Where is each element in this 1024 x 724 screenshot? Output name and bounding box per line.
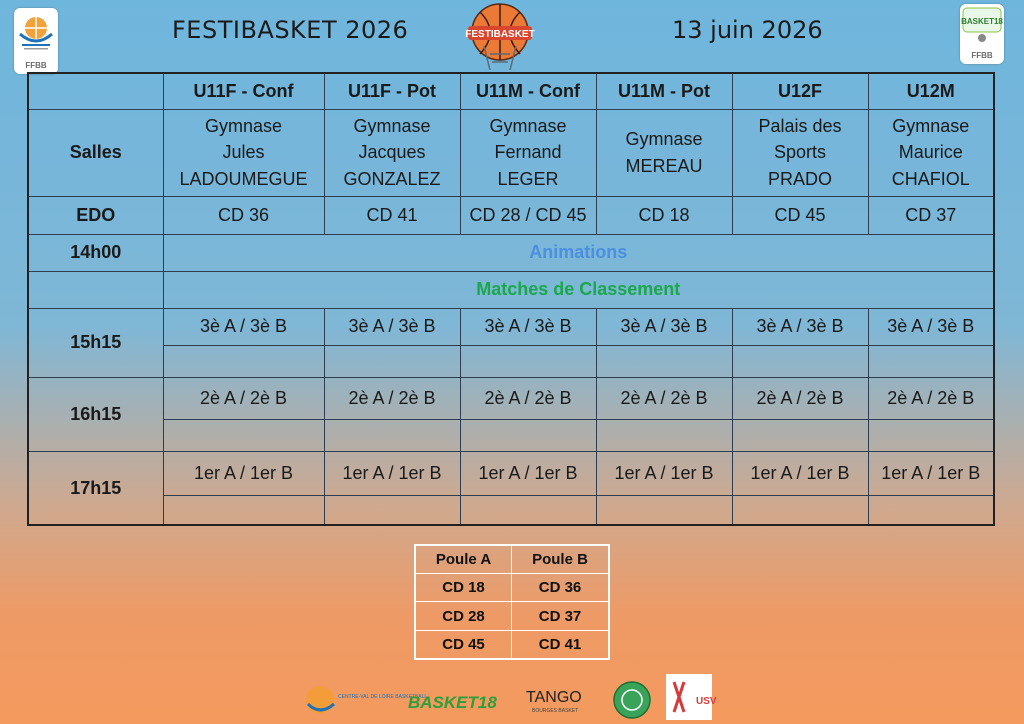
animations-row [28, 234, 994, 271]
ffbb-label: FFBB [971, 51, 993, 60]
slot-row [28, 377, 994, 419]
header-row [28, 73, 994, 109]
row-label: Salles [28, 109, 163, 196]
centre-val-text: CENTRE-VAL DE LOIRE BASKETBALL [338, 694, 428, 700]
match-cell: 1er A / 1er B [732, 451, 868, 495]
match-cell: 3è A / 3è B [163, 308, 324, 345]
match-cell: 1er A / 1er B [163, 451, 324, 495]
edo-row [28, 196, 994, 234]
match-cell: 2è A / 2è B [163, 377, 324, 419]
match-cell: 3è A / 3è B [732, 308, 868, 345]
slot-blank-row [28, 419, 994, 451]
column-header: U12M [868, 73, 994, 109]
sponsors-strip [300, 672, 720, 720]
match-cell: 1er A / 1er B [596, 451, 732, 495]
ffbb-label: FFBB [25, 61, 47, 70]
usv-text: USV [696, 696, 717, 707]
tango-sub-text: BOURGES BASKET [532, 708, 579, 714]
salle-cell: Palais des Sports PRADO [732, 109, 868, 196]
row-label: EDO [28, 196, 163, 234]
animations-label: Animations [163, 234, 994, 271]
match-cell: 1er A / 1er B [460, 451, 596, 495]
column-header: U12F [732, 73, 868, 109]
tango-logo [526, 689, 582, 714]
slot-row [28, 308, 994, 345]
match-cell: 2è A / 2è B [732, 377, 868, 419]
poule-header: Poule B [512, 545, 609, 574]
poules-table [414, 544, 610, 660]
classement-label: Matches de Classement [163, 271, 994, 308]
column-header: U11F - Pot [324, 73, 460, 109]
ligue-logo [14, 8, 58, 74]
schedule-table [27, 72, 995, 526]
match-cell: 3è A / 3è B [324, 308, 460, 345]
salle-cell: Gymnase MEREAU [596, 109, 732, 196]
poule-cell: CD 41 [512, 630, 609, 659]
match-cell: 3è A / 3è B [596, 308, 732, 345]
basketball-icon [14, 8, 58, 58]
time-label: 15h15 [28, 308, 163, 377]
edo-cell: CD 36 [163, 196, 324, 234]
basket18-text: BASKET18 [408, 693, 497, 712]
poule-cell: CD 28 [415, 602, 512, 630]
tango-text: TANGO [526, 689, 582, 706]
match-cell: 1er A / 1er B [324, 451, 460, 495]
match-cell: 2è A / 2è B [596, 377, 732, 419]
slot-blank-row [28, 495, 994, 525]
edo-cell: CD 41 [324, 196, 460, 234]
salle-cell: Gymnase Jacques GONZALEZ [324, 109, 460, 196]
edo-cell: CD 28 / CD 45 [460, 196, 596, 234]
event-date: 13 juin 2026 [672, 16, 823, 44]
time-label: 16h15 [28, 377, 163, 451]
time-label: 14h00 [28, 234, 163, 271]
poule-cell: CD 18 [415, 574, 512, 602]
festibasket-logo [460, 2, 540, 74]
usv-logo [666, 674, 717, 720]
match-cell: 3è A / 3è B [460, 308, 596, 345]
match-cell: 3è A / 3è B [868, 308, 994, 345]
match-cell: 1er A / 1er B [868, 451, 994, 495]
slot-blank-row [28, 345, 994, 377]
edo-cell: CD 37 [868, 196, 994, 234]
poule-cell: CD 45 [415, 630, 512, 659]
basket18-sponsor-logo [408, 693, 497, 712]
salles-row [28, 109, 994, 196]
poules-header-row [415, 545, 609, 574]
club-badge [614, 682, 650, 718]
column-header: U11M - Conf [460, 73, 596, 109]
edo-cell: CD 18 [596, 196, 732, 234]
basket18-logo [960, 4, 1004, 64]
time-label: 17h15 [28, 451, 163, 525]
poule-header: Poule A [415, 545, 512, 574]
poules-row [415, 574, 609, 602]
match-cell: 2è A / 2è B [460, 377, 596, 419]
salle-cell: Gymnase Fernand LEGER [460, 109, 596, 196]
match-cell: 2è A / 2è B [868, 377, 994, 419]
page-title: FESTIBASKET 2026 [172, 16, 409, 44]
salle-cell: Gymnase Maurice CHAFIOL [868, 109, 994, 196]
corner-cell [28, 73, 163, 109]
salle-cell: Gymnase Jules LADOUMEGUE [163, 109, 324, 196]
edo-cell: CD 45 [732, 196, 868, 234]
poule-cell: CD 36 [512, 574, 609, 602]
classement-row [28, 271, 994, 308]
match-cell: 2è A / 2è B [324, 377, 460, 419]
poules-row [415, 630, 609, 659]
column-header: U11F - Conf [163, 73, 324, 109]
slot-row [28, 451, 994, 495]
column-header: U11M - Pot [596, 73, 732, 109]
basket18-logo-text: BASKET18 [961, 17, 1003, 26]
basket18-icon [960, 4, 1004, 44]
logo-text: FESTIBASKET [465, 29, 535, 40]
poules-row [415, 602, 609, 630]
poule-cell: CD 37 [512, 602, 609, 630]
empty-cell [28, 271, 163, 308]
